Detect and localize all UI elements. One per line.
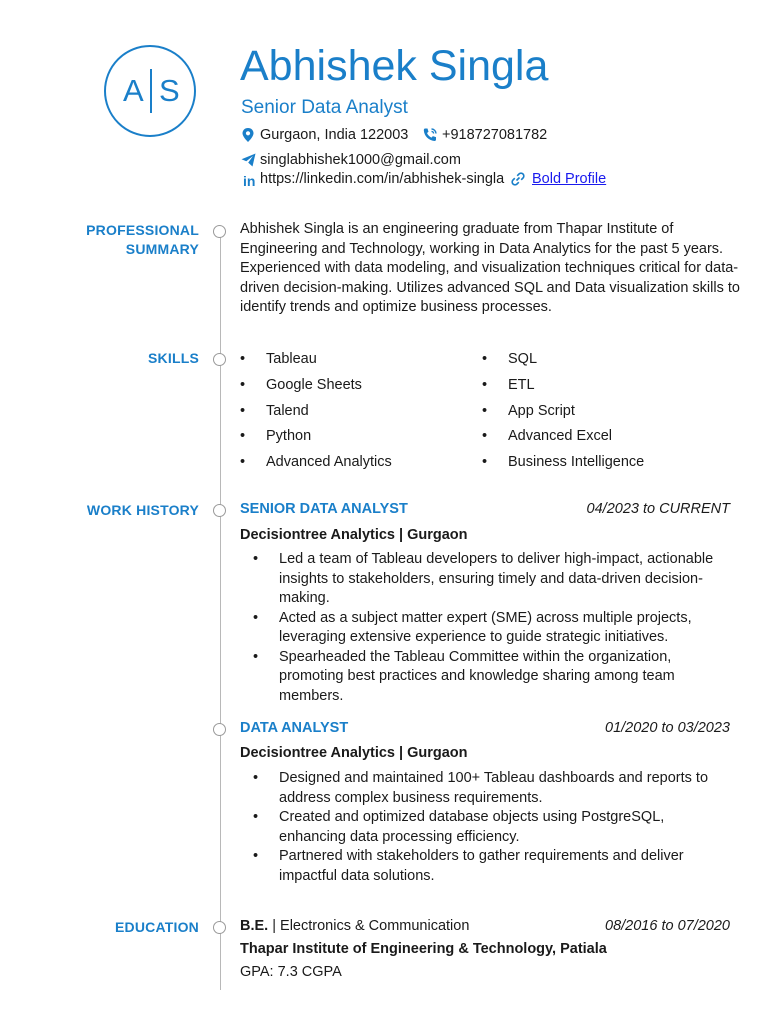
education-dates: 08/2016 to 07/2020 (605, 918, 730, 934)
skills-list-left (266, 347, 466, 476)
phone-icon (422, 127, 438, 143)
monogram-initial-a: A (123, 73, 144, 108)
skill-item: • Python (266, 424, 466, 450)
skill-item: • Google Sheets (266, 373, 466, 399)
section-label-education: EDUCATION (115, 919, 199, 935)
timeline-line (220, 230, 221, 990)
job-title: SENIOR DATA ANALYST (240, 501, 408, 517)
skill-item: • Advanced Analytics (266, 450, 466, 476)
job-bullets (279, 769, 727, 886)
timeline-node-education (213, 921, 226, 934)
job-bullet: • Spearheaded the Tableau Committee within the organization, promoting best practices and knowledge sharing among team members. (279, 648, 727, 707)
education-school: Thapar Institute of Engineering & Technology, Patiala (240, 941, 607, 957)
section-label-skills: SKILLS (148, 350, 199, 366)
skill-item: • Tableau (266, 347, 466, 373)
skill-item: • SQL (508, 347, 728, 373)
skill-item: • App Script (508, 399, 728, 425)
job-bullet: • Designed and maintained 100+ Tableau dashboards and reports to address complex business requirements. (279, 769, 727, 808)
education-gpa: GPA: 7.3 CGPA (240, 964, 342, 980)
candidate-name: Abhishek Singla (240, 42, 549, 90)
email-text: singlabhishek1000@gmail.com (260, 152, 461, 168)
timeline-node-work-2 (213, 723, 226, 736)
link-icon (510, 171, 526, 187)
monogram-initial-s: S (159, 73, 180, 108)
monogram-divider (150, 69, 152, 113)
timeline-node-summary (213, 225, 226, 238)
job-company: Decisiontree Analytics | Gurgaon (240, 745, 468, 761)
summary-text: Abhishek Singla is an engineering graduate from Thapar Institute of Engineering and Technology, working in Data Analytics for the past 5 years. Experienced with data modeling, and visualization techniques critical for data-driven decision-making. Utilizes advanced SQL and Data visualization skills to identify trends and optimize business processes. (240, 221, 740, 315)
job-bullet: • Acted as a subject matter expert (SME) across multiple projects, leveraging extensive experience to guide strategic initiatives. (279, 609, 727, 648)
education-separator: | (268, 918, 281, 934)
skill-item: • ETL (508, 373, 728, 399)
send-icon (241, 153, 256, 167)
candidate-title: Senior Data Analyst (241, 97, 408, 118)
job-title: DATA ANALYST (240, 720, 349, 736)
section-label-summary-line1: PROFESSIONAL (86, 222, 199, 238)
education-degree-line (240, 917, 469, 937)
job-bullet: • Partnered with stakeholders to gather requirements and deliver impactful data solutions. (279, 847, 727, 886)
job-company: Decisiontree Analytics | Gurgaon (240, 527, 468, 543)
timeline-node-skills (213, 353, 226, 366)
profile-link-text[interactable]: Bold Profile (532, 171, 607, 187)
location-pin-icon (241, 127, 255, 143)
education-field: Electronics & Communication (280, 918, 470, 934)
timeline-node-work (213, 504, 226, 517)
skill-item: • Advanced Excel (508, 424, 728, 450)
section-label-work: WORK HISTORY (86, 502, 199, 518)
linkedin-url: https://linkedin.com/in/abhishek-singla (260, 171, 505, 187)
skill-item: • Business Intelligence (508, 450, 728, 476)
monogram (104, 45, 196, 137)
location-text: Gurgaon, India 122003 (260, 127, 409, 143)
section-label-summary-line2: SUMMARY (125, 241, 199, 257)
phone-text: +918727081782 (442, 127, 548, 143)
job-bullet: • Led a team of Tableau developers to deliver high-impact, actionable insights to stakeholders, ensuring timely and data-driven decision-making. (279, 550, 727, 609)
job-dates: 04/2023 to CURRENT (586, 501, 730, 517)
job-dates: 01/2020 to 03/2023 (605, 720, 730, 736)
linkedin-icon: in (243, 173, 256, 189)
section-label-summary (86, 221, 199, 259)
job-bullet: • Created and optimized database objects using PostgreSQL, enhancing data processing efficiency. (279, 808, 727, 847)
education-degree: B.E. (240, 918, 269, 934)
skills-list-right (508, 347, 728, 476)
skill-item: • Talend (266, 399, 466, 425)
job-bullets (279, 550, 727, 706)
